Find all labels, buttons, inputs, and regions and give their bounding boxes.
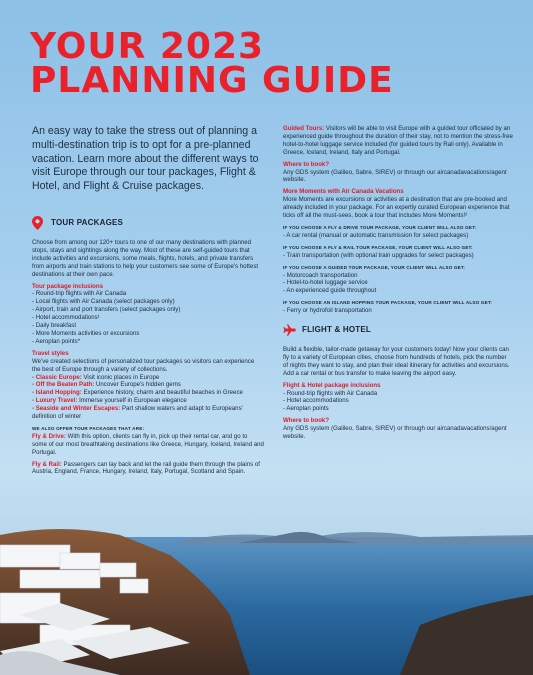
- tour-packages-title: TOUR PACKAGES: [51, 218, 124, 228]
- fly-drive-text: With this option, clients can fly in, pick up their rental car, and go to some of our most breathtaking destinations like Greece, Hungary, Iceland, Ireland and Portugal.: [32, 432, 264, 456]
- choice-list: [283, 232, 513, 240]
- intro-text: An easy way to take the stress out of planning a multi-destination trip is to opt for a pre-planned vacation. Learn more about the different ways to visit Europe through our tour packages, Flight & Hotel, and Flight & Cruise packages.: [32, 125, 259, 193]
- fly-rail-paragraph: [32, 461, 264, 477]
- list-item: - Round-trip flights with Air Canada: [32, 290, 127, 298]
- list-item: - Motorcoach transportation: [283, 271, 358, 279]
- flight-hotel-title: FLIGHT & HOTEL: [302, 325, 372, 335]
- style-name: - Off the Beaten Path:: [32, 381, 95, 389]
- where-to-book-text: Any GDS system (Galileo, Sabre, SIREV) or through our aircanadavacations/agent website.: [283, 168, 507, 184]
- fly-drive-name: Fly & Drive:: [32, 432, 66, 440]
- travel-styles-list: [32, 374, 264, 421]
- style-name: - Island Hopping:: [32, 389, 82, 397]
- also-offer-label: WE ALSO OFFER TOUR PACKAGES THAT ARE:: [32, 425, 145, 431]
- style-text: Uncover Europe's hidden gems: [94, 381, 181, 389]
- fly-drive-paragraph: [32, 433, 264, 457]
- style-text: Visit iconic places in Europe: [81, 373, 160, 381]
- list-item: - More Moments activities or excursions: [32, 329, 140, 337]
- list-item: - Daily breakfast: [32, 322, 77, 330]
- list-item: - Local flights with Air Canada (select packages only): [32, 298, 175, 306]
- list-item: [32, 381, 264, 389]
- choice-list: [283, 252, 513, 260]
- style-name: - Classic Europe:: [32, 373, 82, 381]
- choice-list: [283, 272, 513, 296]
- tour-packages-section: [32, 216, 264, 480]
- list-item: - Hotel accommodations¹: [32, 314, 100, 322]
- tour-inclusions-list: [32, 290, 264, 345]
- airplane-icon: [283, 323, 296, 337]
- list-item: [32, 389, 264, 397]
- list-item: - Hotel accommodations: [283, 397, 349, 405]
- title-line-1: YOUR 2023: [30, 26, 265, 67]
- style-name: - Luxury Travel:: [32, 397, 78, 405]
- list-item: - Aeroplan points: [283, 405, 329, 413]
- where-to-book-title: Where to book?: [283, 160, 330, 168]
- choice-label: IF YOU CHOOSE A FLY & RAIL TOUR PACKAGE, YOUR CLIENT WILL ALSO GET:: [283, 244, 473, 250]
- guided-tours-name: Guided Tours:: [283, 125, 325, 132]
- tour-inclusions-title: Tour package inclusions: [32, 282, 103, 290]
- list-item: - Aeroplan points*: [32, 337, 81, 345]
- list-item: - Train transportation (with optional train upgrades for select packages): [283, 251, 474, 259]
- guided-tours-paragraph: [283, 125, 513, 157]
- list-item: - Ferry or hydrofoil transportation: [283, 307, 372, 315]
- tour-packages-body: Choose from among our 120+ tours to one of our many destinations with planned stops, stays and sightings along the way. Most of these are self-guided tours that include activities and excursions, some meals, flights, hotels, and private transfers from airports and train stations to help your customers see some of Europe's hottest destinations at their own pace.: [32, 239, 259, 278]
- list-item: - Round-trip flights with Air Canada: [283, 389, 378, 397]
- flight-hotel-body: Build a flexible, tailor-made getaway for your customers today! Now your clients can fly to a variety of European cities, choose from hundreds of hotels, pick the number of nights they want to stay, and plan their ideal itinerary for activities and excursions. Add a car rental or bus transfer to make leaving the airport easy.: [283, 346, 510, 377]
- travel-styles-intro: We've created selections of personalized tour packages so visitors can experience the best of Europe through a variety of collections.: [32, 357, 255, 373]
- style-text: Experience history, charm and beautiful beaches in Greece: [81, 389, 243, 397]
- tour-packages-heading: [32, 216, 264, 230]
- style-text: Part shallow waters and adapt to Europeans' definition of winter: [32, 405, 243, 421]
- choice-label: IF YOU CHOOSE A GUIDED TOUR PACKAGE, YOUR CLIENT WILL ALSO GET:: [283, 264, 466, 270]
- map-pin-icon: [32, 216, 45, 230]
- title-line-2: PLANNING GUIDE: [30, 60, 394, 101]
- list-item: [32, 397, 264, 405]
- style-name: - Seaside and Winter Escapes:: [32, 405, 121, 413]
- fly-rail-text: Passengers can lay back and let the rail guide them through the plains of Austria, England, France, Hungary, Ireland, Italy, Portugal, Scotland and Spain.: [32, 460, 260, 476]
- list-item: - Hotel-to-hotel luggage service: [283, 279, 368, 287]
- right-column: [283, 125, 513, 445]
- more-moments-title: More Moments with Air Canada Vacations: [283, 188, 404, 196]
- santorini-coast-photo: [0, 515, 533, 675]
- choice-label: IF YOU CHOOSE AN ISLAND HOPPING TOUR PACKAGE, YOUR CLIENT WILL ALSO GET:: [283, 300, 493, 306]
- travel-styles-title: Travel styles: [32, 349, 69, 357]
- page-title: [30, 26, 394, 101]
- flight-hotel-where-to-book-title: Where to book?: [283, 417, 330, 425]
- fly-rail-name: Fly & Rail:: [32, 460, 62, 468]
- flight-hotel-inclusions-title: Flight & Hotel package inclusions: [283, 381, 381, 389]
- choice-label: IF YOU CHOOSE A FLY & DRIVE TOUR PACKAGE, YOUR CLIENT WILL ALSO GET:: [283, 224, 477, 230]
- flight-hotel-where-to-book-text: Any GDS system (Galileo, Sabre, SIREV) or through our aircanadavacations/agent website.: [283, 425, 507, 441]
- list-item: [32, 405, 264, 421]
- flight-hotel-heading: [283, 323, 513, 337]
- list-item: - A car rental (manual or automatic transmission for select packages): [283, 231, 469, 239]
- list-item: - An experienced guide throughout: [283, 287, 377, 295]
- choice-list: [283, 307, 513, 315]
- more-moments-text: More Moments are excursions or activities at a destination that are pre-booked and already included in your package. For an expertly curated European experience that ticks off all the must-sees, book a tour that includes More Moments!²: [283, 196, 510, 220]
- list-item: [32, 374, 264, 382]
- style-text: Immerse yourself in European elegance: [77, 397, 187, 405]
- list-item: - Airport, train and port transfers (select packages only): [32, 306, 181, 314]
- guided-tours-text: Visitors will be able to visit Europe with a guided tour officiated by an experienced guide throughout the duration of their stay, not to mention the stress-free hotel-to-hotel luggage service included (for guided tours by Rail only). Available in Greece, Iceland, Ireland, Italy and Portugal.: [283, 125, 513, 156]
- flight-hotel-inclusions-list: [283, 390, 513, 414]
